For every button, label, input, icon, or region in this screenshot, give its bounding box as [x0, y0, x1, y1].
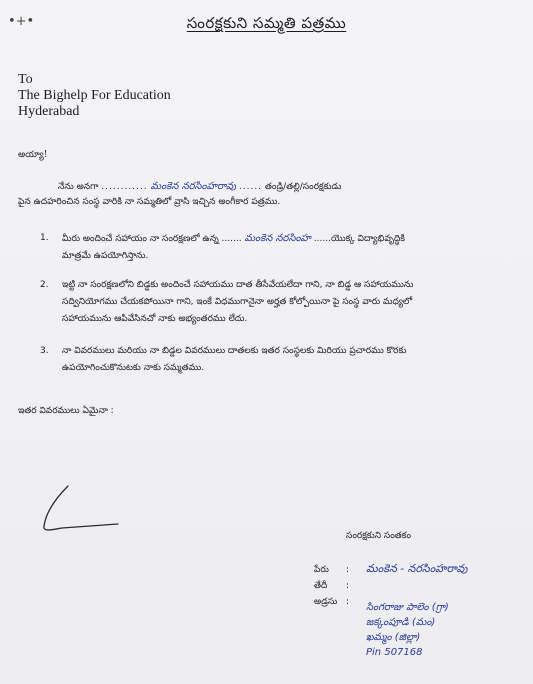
declaration-line-2: పైన ఉదహరించిన సంస్థ వారికి నా సమ్మతిలో వ్రాసి ఇచ్చిన అంగీకార పత్రము. — [18, 197, 281, 207]
address-org: The Bighelp For Education — [18, 88, 171, 103]
document-title: సంరక్షకుని సమ్మతి పత్రము — [186, 14, 347, 32]
handwritten-name: మంకెన నరసింహరావు — [150, 181, 236, 192]
recipient-address — [18, 72, 171, 120]
address-city: Hyderabad — [18, 104, 80, 119]
handwritten-signer-name: మంకెన - నరసింహరావు — [366, 562, 468, 575]
corner-mark: •+• — [8, 14, 35, 29]
salutation: అయ్యా! — [18, 150, 48, 160]
list-item: 2. ఇట్టి నా సంరక్షణలోని బిడ్డకు అందించే సహాయము దాత తీసేవేయలేదా గాని, నా బిడ్డ ఆ సహాయమును సద్వినియోగము చేయకపోయినా గాని, ఇంకే విధముగానైనా అర్హత కోల్పోయినా పై సంస్థ వారు మధ్యలో సహాయమును ఆపివేసినచో నాకు అభ్యంతరము లేదు. — [40, 280, 414, 324]
handwritten-address: సింగరాజు పాలెం (గ్రా) జక్కంపూడి (మం) ఖమ్మం (జిల్లా) Pin 507168 — [366, 602, 449, 658]
declaration-line-1: నేను అనగా ............ మంకెన నరసింహరావు ...... తండ్రి/తల్లి/సంరక్షకుడు — [58, 181, 342, 192]
list-item: 3. నా వివరములు మరియు నా బిడ్డల వివరములు దాతలకు ఇతర సంస్థలకు మిరియు ప్రచారము కొరకు ఉపయోగించుకొనుటకు నాకు సమ్మతము. — [40, 346, 407, 373]
handwritten-name: మంకెన నరసింహ — [244, 233, 311, 244]
other-details-label: ఇతర వివరములు ఏమైనా : — [18, 406, 114, 416]
date-field: తేదీ : — [314, 581, 350, 591]
fill-dots: ...... — [238, 182, 263, 192]
address-field: అడ్రసు : — [314, 597, 350, 607]
name-field: పేరు : మంకెన - నరసింహరావు — [314, 565, 524, 581]
signature-stroke — [38, 478, 128, 538]
address-to: To — [18, 72, 33, 87]
signature-label: సంరక్షకుని సంతకం — [346, 531, 412, 541]
fill-dots: ............ — [101, 182, 148, 192]
list-item: 1. మీరు అందించే సహాయం నా సంరక్షణలో ఉన్న ....... మంకెన నరసింహ ......యొక్క విద్యాభివృద్ధికి మాత్రమే ఉపయోగిస్తాను. — [40, 233, 406, 261]
